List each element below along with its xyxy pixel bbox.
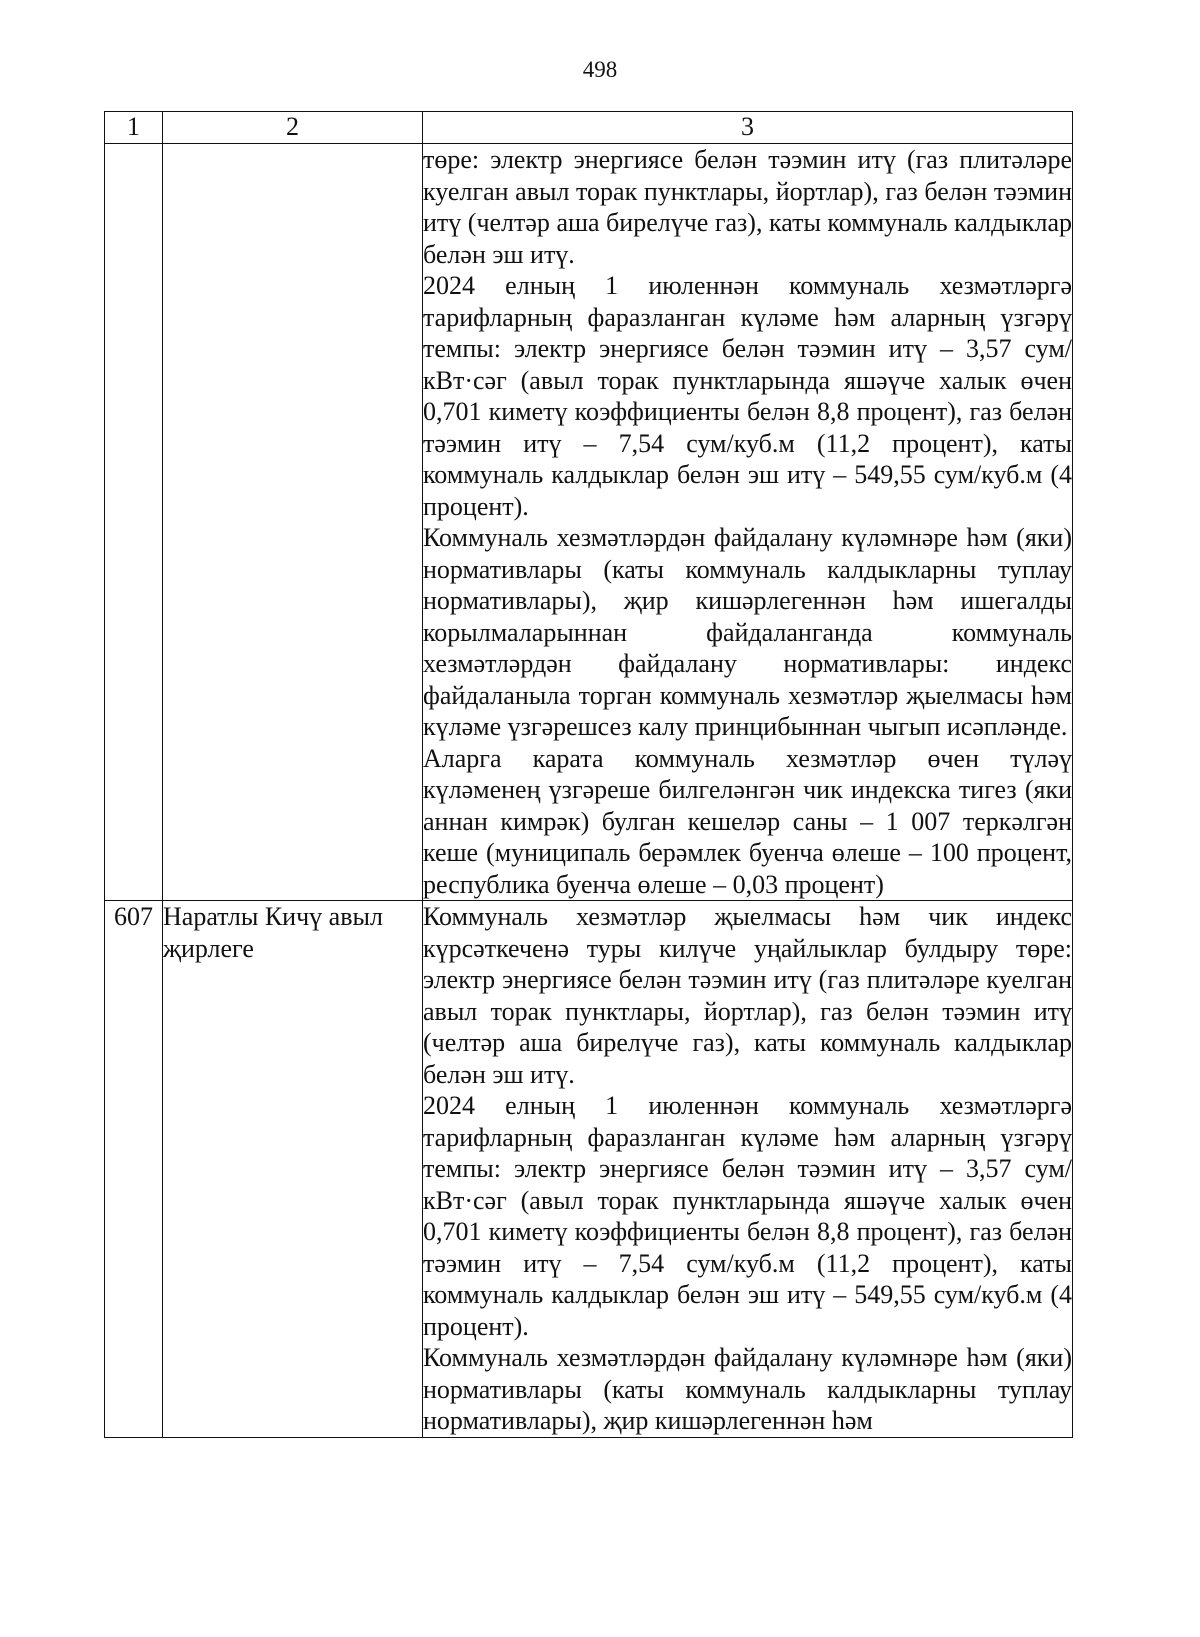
table-row [105,901,1073,1438]
description-paragraph: 2024 елның 1 июленнән коммуналь хезмәтләргә тарифларның фаразланган күләме һәм аларның үзгәрү темпы: электр энергиясе белән тәэмин итү – 3,57 сум/кВт·сәг (авыл торак пунктларында яшәүче халык өчен 0,701 киметү коэффициенты белән 8,8 процент), газ белән тәэмин итү – 7,54 сум/куб.м (11,2 процент), каты коммуналь калдыклар белән эш итү – 549,55 сум/куб.м (4 процент). [423,271,1072,521]
data-table [104,111,1073,1438]
description-paragraph: Коммуналь хезмәтләрдән файдалану күләмнәре һәм (яки) нормативлары (каты коммуналь калдыкларны туплау нормативлары), җир кишәрлегеннән һәм [423,1343,1072,1435]
settlement-name: Наратлы Кичү авыл җирлеге [163,901,423,1438]
description-paragraph: Коммуналь хезмәтләр җыелмасы һәм чик индекс күрсәткеченә туры килүче уңайлыклар булдыру төре: электр энергиясе белән тәэмин итү (газ плитәләре куелган авыл торак пунктлары, йортлар), газ белән тәэмин итү (челтәр аша бирелүче газ), каты коммуналь калдыклар белән эш итү. [423,902,1072,1089]
column-header-1: 1 [105,112,163,144]
row-number: 607 [105,901,163,1438]
table-header-row [105,112,1073,144]
description-paragraph: 2024 елның 1 июленнән коммуналь хезмәтләргә тарифларның фаразланган күләме һәм аларның үзгәрү темпы: электр энергиясе белән тәэмин итү – 3,57 сум/кВт·сәг (авыл торак пунктларында яшәүче халык өчен 0,701 киметү коэффициенты белән 8,8 процент), газ белән тәэмин итү – 7,54 сум/куб.м (11,2 процент), каты коммуналь калдыклар белән эш итү – 549,55 сум/куб.м (4 процент). [423,1091,1072,1341]
column-header-2: 2 [163,112,423,144]
column-header-3: 3 [423,112,1073,144]
description-paragraph: төре: электр энергиясе белән тәэмин итү (газ плитәләре куелган авыл торак пунктлары, йортлар), газ белән тәэмин итү (челтәр аша бирелүче газ), каты коммуналь калдыклар белән эш итү. [423,145,1072,269]
table-row [105,144,1073,901]
description-paragraph: Коммуналь хезмәтләрдән файдалану күләмнәре һәм (яки) нормативлары (каты коммуналь калдыкларны туплау нормативлары), җир кишәрлегеннән һәм ишегалды корылмаларыннан файдаланганда коммуналь хезмәтләрдән файдалану нормативлары: индекс файдаланыла торган коммуналь хезмәтләр җыелмасы һәм күләме үзгәрешсез калу принцибыннан чыгып исәпләнде. [423,523,1072,741]
row-number [105,144,163,901]
settlement-name [163,144,423,901]
page-number: 498 [582,57,618,82]
description-paragraph: Аларга карата коммуналь хезмәтләр өчен түләү күләменең үзгәреше билгеләнгән чик индекска тигез (яки аннан кимрәк) булган кешеләр саны – 1 007 теркәлгән кеше (муниципаль берәмлек буенча өлеше – 100 процент, республика буенча өлеше – 0,03 процент) [423,743,1072,899]
row-description [423,901,1073,1438]
row-description [423,144,1073,901]
